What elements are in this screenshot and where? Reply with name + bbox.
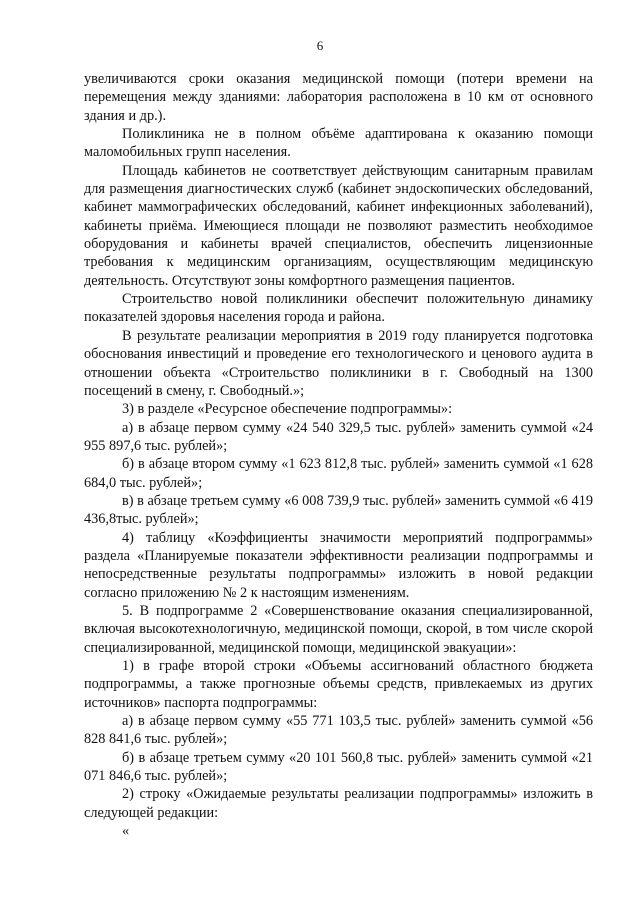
paragraph-1: увеличиваются сроки оказания медицинской помощи (потери времени на перемещения между зданиями: лаборатория расположена в 10 км от основного здания и др.).: [84, 71, 593, 124]
document-body: [84, 70, 593, 840]
paragraph-15: 2) строку «Ожидаемые результаты реализации подпрограммы» изложить в следующей редакции:: [84, 786, 593, 821]
paragraph-13: а) в абзаце первом сумму «55 771 103,5 тыс. рублей» заменить суммой «56 828 841,6 тыс. рублей»;: [84, 713, 593, 748]
paragraph-4: Строительство новой поликлиники обеспечит положительную динамику показателей здоровья населения города и района.: [84, 291, 593, 326]
paragraph-9: в) в абзаце третьем сумму «6 008 739,9 тыс. рублей» заменить суммой «6 419 436,8тыс. рублей»;: [84, 492, 593, 528]
paragraph-16-quote-mark: «: [122, 823, 130, 840]
paragraph-2: Поликлиника не в полном объёме адаптирована к оказанию помощи маломобильных групп населения.: [84, 126, 593, 161]
paragraph-7: а) в абзаце первом сумму «24 540 329,5 тыс. рублей» заменить суммой «24 955 897,6 тыс. рублей»;: [84, 419, 593, 454]
page-number: 6: [316, 38, 324, 53]
paragraph-10: 4) таблицу «Коэффициенты значимости мероприятий подпрограммы» раздела «Планируемые показатели эффективности реализации подпрограммы и непосредственные результаты подпрограммы» изложить в новой редакции согласно приложению № 2 к настоящим изменениям.: [84, 529, 593, 601]
paragraph-14: б) в абзаце третьем сумму «20 101 560,8 тыс. рублей» заменить суммой «21 071 846,6 тыс. рублей»;: [84, 749, 593, 785]
paragraph-11: 5. В подпрограмме 2 «Совершенствование оказания специализированной, включая высокотехнологичную, медицинской помощи, скорой, в том числе скорой специализированной, медицинской помощи, медицинской эвакуации»:: [84, 602, 593, 656]
paragraph-6: 3) в разделе «Ресурсное обеспечение подпрограммы»:: [122, 401, 453, 418]
paragraph-12: 1) в графе второй строки «Объемы ассигнований областного бюджета подпрограммы, а также прогнозные объемы средств, привлекаемых из других источников» паспорта подпрограммы:: [84, 658, 593, 711]
paragraph-3: Площадь кабинетов не соответствует действующим санитарным правилам для размещения диагностических служб (кабинет эндоскопических обследований, кабинет маммографических обследований, кабинет инфекционных заболеваний), кабинеты приёма. Имеющиеся площади не позволяют разместить необходимое оборудования и кабинеты врачей специалистов, обеспечить лицензионные требования к медицинским организациям, осуществляющим медицинскую деятельность. Отсутствуют зоны комфортного размещения пациентов.: [84, 162, 593, 289]
paragraph-5: В результате реализации мероприятия в 2019 году планируется подготовка обоснования инвестиций и проведение его технологического и ценового аудита в отношении объекта «Строительство поликлиники в г. Свободный на 1300 посещений в смену, г. Свободный.»;: [84, 327, 593, 399]
paragraph-8: б) в абзаце втором сумму «1 623 812,8 тыс. рублей» заменить суммой «1 628 684,0 тыс. рублей»;: [84, 456, 593, 491]
